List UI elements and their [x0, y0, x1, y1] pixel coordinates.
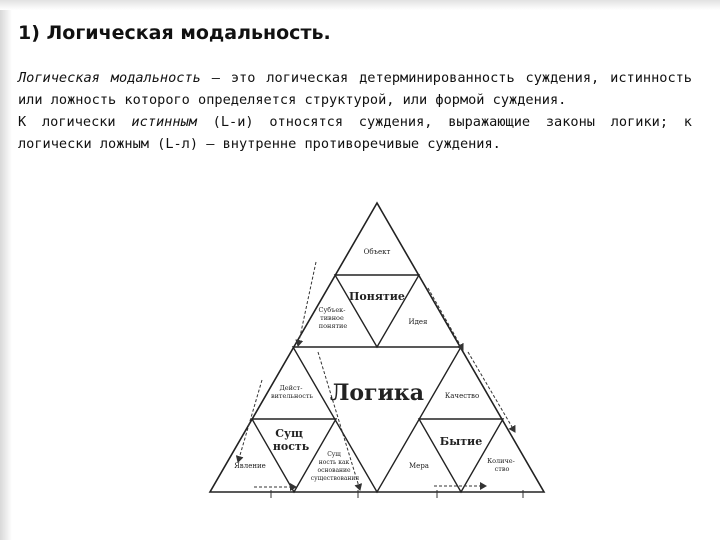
term-true: истинным	[131, 114, 197, 130]
right-right-label: Количе- ство	[487, 457, 515, 473]
term-logical-modality: Логическая модальность	[18, 70, 201, 86]
classification-text-a: К логически	[18, 114, 132, 130]
left-right-label: Сущ ность как основание существования	[310, 451, 360, 482]
top-apex-label: Объект	[363, 248, 391, 256]
right-left-label: Мера	[409, 462, 429, 470]
left-main-label: Сущ ность	[272, 427, 310, 453]
top-right-label: Идея	[408, 318, 428, 326]
dashed-arrow-top-left	[298, 262, 316, 346]
definition-text: — это логическая детерминированность суждения, истинность или ложность которого определяется структурой, или формой суждения.	[18, 70, 692, 108]
dashed-arrow-top-right	[428, 288, 463, 350]
left-left-label: Явление	[234, 462, 266, 470]
top-left-label: Субъек- тивное понятие	[318, 306, 348, 330]
top-main-label: Понятие	[349, 290, 405, 303]
right-main-label: Бытие	[439, 435, 483, 448]
left-apex-label: Дейст- вительность	[270, 384, 314, 400]
slide-title: 1) Логическая модальность.	[18, 22, 331, 44]
top-inverted-triangle	[335, 275, 419, 347]
right-inverted-triangle	[419, 419, 503, 492]
classification-text-c: (L-и) относятся суждения, выражающие законы логики; к логически ложным (L-л) — внутренне противоречивые суждения.	[18, 114, 692, 152]
center-label: Логика	[329, 380, 425, 406]
dashed-arrow-left-side	[238, 380, 262, 462]
right-apex-label: Качество	[444, 392, 480, 400]
